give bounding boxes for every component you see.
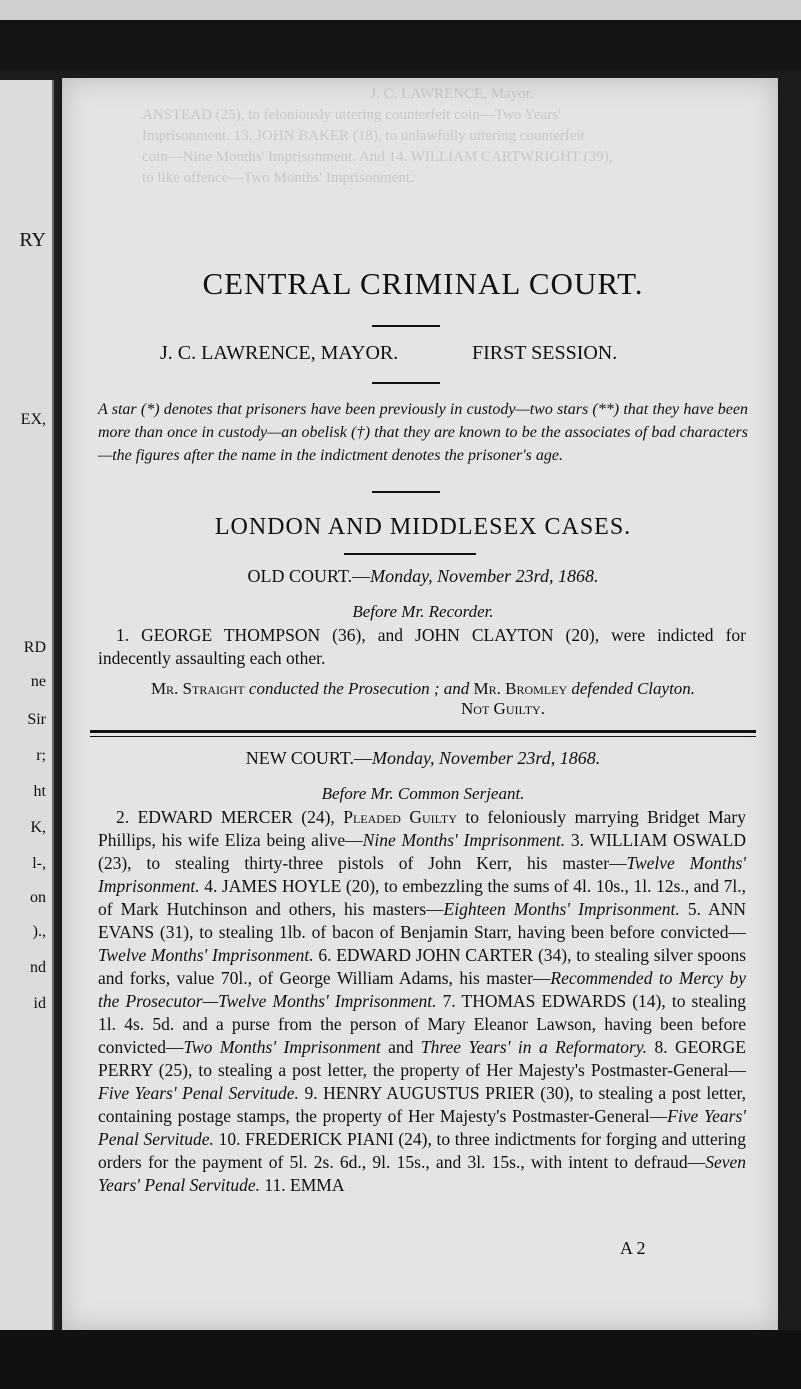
fragment: EX, — [20, 411, 46, 428]
case-text: 11. EMMA — [260, 1175, 345, 1195]
sentence-text: Two Months' Imprisonment — [183, 1037, 381, 1057]
sentence-text: Nine Months' Imprisonment. — [362, 830, 566, 850]
sentence-text: Twelve Months' Imprisonment. — [98, 945, 314, 965]
signature-mark: A 2 — [620, 1238, 646, 1258]
divider — [372, 325, 440, 327]
fragment: K, — [30, 819, 46, 836]
session-label: FIRST SESSION. — [472, 342, 618, 364]
sentence-text: Recommended to Mercy by the Prosecutor—Twelve Months' Imprisonment. — [98, 968, 746, 1011]
old-court-judge: Before Mr. Recorder. — [352, 602, 494, 621]
document-page — [62, 78, 778, 1330]
court-date: Monday, November 23rd, 1868. — [370, 566, 599, 586]
case-entry: 1. GEORGE THOMPSON (36), and JOHN CLAYTON (20), were indicted for indecently assaulting each other. — [98, 625, 746, 668]
divider — [372, 491, 440, 493]
sentence-text: Twelve Months' Imprisonment. — [98, 853, 746, 896]
case-text: 8. GEORGE PERRY (25), to stealing a post letter, the property of Her Majesty's Postmaster-General— — [98, 1037, 746, 1080]
bleed-line: to like offence—Two Months' Imprisonment. — [142, 170, 414, 186]
case-text: 4. JAMES HOYLE (20), to embezzling the sums of 4l. 10s., 1l. 12s., and 7l., of Mark Hutchinson and others, his masters— — [98, 876, 746, 919]
fragment: r; — [36, 747, 46, 764]
fragment: id — [33, 995, 46, 1012]
fragment: ne — [30, 673, 46, 690]
case-text: 10. FREDERICK PIANI (24), to three indictments for forging and uttering orders for the payment of 5l. 2s. 6d., 9l. 15s., and 3l. 15s., with intent to defraud— — [98, 1129, 746, 1172]
verdict: Not Guilty. — [461, 699, 545, 718]
divider — [344, 553, 476, 555]
bleed-line: ANSTEAD (25), to feloniously uttering counterfeit coin—Two Years' — [142, 107, 561, 123]
previous-page-edge — [0, 80, 54, 1330]
sentence-text: Five Years' Penal Servitude. — [98, 1083, 299, 1103]
scanner-edge-top — [0, 0, 801, 20]
fragment: l-, — [32, 855, 46, 872]
scanner-border-bottom — [0, 1330, 801, 1389]
case-text: 7. THOMAS EDWARDS (14), to stealing 1l. 4s. 5d. and a purse from the person of Mary Eleanor Lawson, having been before convicted— — [98, 991, 746, 1057]
plea-text: Pleaded Guilty — [343, 807, 457, 827]
case-text: 6. EDWARD JOHN CARTER (34), to stealing silver spoons and forks, value 70l., of George William Adams, his master— — [98, 945, 747, 988]
counsel-text: defended Clayton. — [567, 679, 696, 698]
section-divider — [90, 730, 756, 733]
new-court-judge: Before Mr. Common Serjeant. — [321, 784, 525, 803]
fragment: RY — [19, 229, 46, 251]
section-divider — [90, 736, 756, 737]
new-court-heading — [90, 748, 756, 769]
custody-notice: A star (*) denotes that prisoners have been previously in custody—two stars (**) that they have been more than once in custody—an obelisk (†) that they are known to be the associates of bad characters—the figures after the name in the indictment denotes the prisoner's age. — [98, 401, 748, 464]
sentence-text: Three Years' in a Reformatory. — [420, 1037, 648, 1057]
case-entries — [98, 806, 746, 1197]
case-text: to feloniously marrying Bridget Mary Phillips, his wife Eliza being alive— — [98, 807, 746, 850]
scanner-border-top — [0, 20, 801, 70]
fragment: Sir — [27, 711, 46, 728]
mayor-name: J. C. LAWRENCE, MAYOR. — [160, 342, 399, 364]
prosecution-counsel: Mr. Straight — [150, 679, 245, 698]
bleed-line: Imprisonment. 13. JOHN BAKER (18), to unlawfully uttering counterfeit — [142, 128, 585, 144]
divider — [372, 382, 440, 384]
fragment: ht — [33, 783, 46, 800]
case-text: and — [380, 1037, 421, 1057]
court-date: Monday, November 23rd, 1868. — [371, 748, 601, 768]
old-court-heading — [90, 566, 756, 587]
fragment: nd — [30, 959, 46, 976]
counsel-text: conducted the Prosecution ; and — [244, 679, 474, 698]
fragment: RD — [23, 639, 46, 656]
case-text: 5. ANN EVANS (31), to stealing 1lb. of bacon of Benjamin Starr, having been before convicted— — [98, 899, 746, 942]
bleed-through-text — [142, 84, 762, 294]
fragment: on — [30, 889, 46, 906]
sentence-text: Eighteen Months' Imprisonment. — [443, 899, 680, 919]
section-title: LONDON AND MIDDLESEX CASES. — [214, 514, 632, 540]
page-title: CENTRAL CRIMINAL COURT. — [202, 266, 644, 301]
court-name: NEW COURT.— — [245, 748, 372, 768]
case-text: 9. HENRY AUGUSTUS PRIER (30), to stealing a post letter, containing postage stamps, the property of Her Majesty's Postmaster-General— — [98, 1083, 747, 1126]
case-text: 3. WILLIAM OSWALD (23), to stealing thirty-three pistols of John Kerr, his master— — [98, 830, 746, 873]
defence-counsel: Mr. Bromley — [473, 679, 568, 698]
sentence-text: Five Years' Penal Servitude. — [98, 1106, 746, 1149]
fragment: )., — [32, 923, 46, 940]
bleed-line: coin—Nine Months' Imprisonment. And 14. WILLIAM CARTWRIGHT (39), — [142, 149, 613, 165]
court-name: OLD COURT.— — [247, 566, 371, 586]
case-text: 2. EDWARD MERCER (24), — [116, 807, 344, 827]
counsel-line — [90, 678, 756, 700]
bleed-line: J. C. LAWRENCE, Mayor. — [370, 86, 534, 102]
sentence-text: Seven Years' Penal Servitude. — [98, 1152, 746, 1195]
